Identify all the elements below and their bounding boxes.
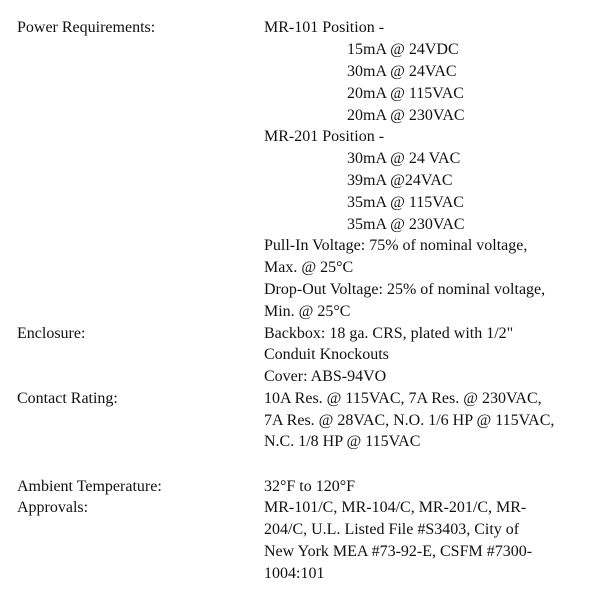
approvals-value: New York MEA #73-92-E, CSFM #7300- [264,543,533,560]
enclosure-value: Conduit Knockouts [264,346,389,363]
mr201-value: 39mA @24VAC [347,172,453,189]
ambient-temperature-label: Ambient Temperature: [17,478,162,495]
pull-in-voltage: Pull-In Voltage: 75% of nominal voltage, [264,237,528,254]
drop-out-voltage-cont: Min. @ 25°C [264,303,351,320]
approvals-value: 1004:101 [264,565,325,582]
ambient-temperature-value: 32°F to 120°F [264,478,356,495]
pull-in-voltage-cont: Max. @ 25°C [264,259,354,276]
enclosure-label: Enclosure: [17,325,86,342]
approvals-label: Approvals: [17,499,89,516]
contact-rating-value: 10A Res. @ 115VAC, 7A Res. @ 230VAC, [264,390,542,407]
mr101-position-heading: MR-101 Position - [264,19,385,36]
mr201-value: 35mA @ 115VAC [347,194,464,211]
mr201-position-heading: MR-201 Position - [264,128,385,145]
mr101-value: 20mA @ 230VAC [347,107,465,124]
contact-rating-value: 7A Res. @ 28VAC, N.O. 1/6 HP @ 115VAC, [264,412,555,429]
mr201-value: 30mA @ 24 VAC [347,150,461,167]
mr201-value: 35mA @ 230VAC [347,216,465,233]
power-requirements-label: Power Requirements: [17,19,156,36]
approvals-value: MR-101/C, MR-104/C, MR-201/C, MR- [264,499,527,516]
mr101-value: 30mA @ 24VAC [347,63,457,80]
enclosure-value: Cover: ABS-94VO [264,368,387,385]
mr101-value: 20mA @ 115VAC [347,85,464,102]
drop-out-voltage: Drop-Out Voltage: 25% of nominal voltage, [264,281,546,298]
mr101-value: 15mA @ 24VDC [347,41,459,58]
approvals-value: 204/C, U.L. Listed File #S3403, City of [264,521,520,538]
enclosure-value: Backbox: 18 ga. CRS, plated with 1/2" [264,325,514,342]
contact-rating-label: Contact Rating: [17,390,118,407]
contact-rating-value: N.C. 1/8 HP @ 115VAC [264,433,421,450]
